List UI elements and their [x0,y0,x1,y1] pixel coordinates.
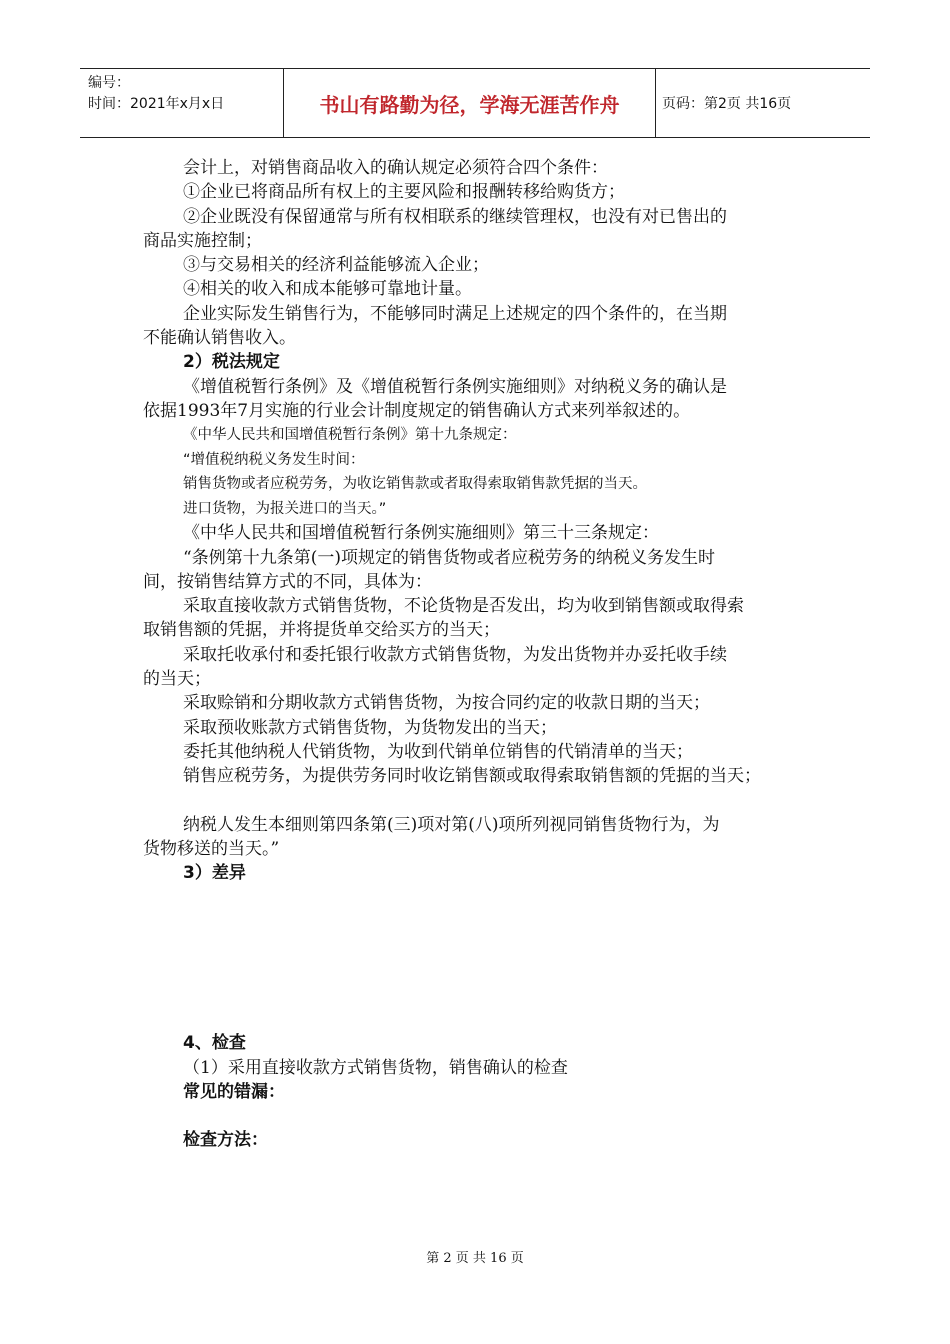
paragraph-line: 的当天； [143,669,211,690]
quote-line: 进口货物，为报关进口的当天。” [183,500,387,517]
paragraph-line: 商品实施控制； [143,230,262,251]
paragraph-line: 不能确认销售收入。 [143,328,296,349]
section-heading: 3）差异 [183,863,246,884]
blank-line [143,1104,813,1128]
paragraph-line: 纳税人发生本细则第四条第(三)项对第(八)项所列视同销售货物行为，为 [183,814,720,835]
subheading: 常见的错漏： [183,1082,285,1103]
paragraph-line: 间，按销售结算方式的不同，具体为： [143,571,432,592]
quote-line: “增值税纳税义务发生时间： [183,451,365,468]
paragraph-line: ④相关的收入和成本能够可靠地计量。 [183,279,472,300]
number-label: 编号： [88,75,130,91]
subheading: 检查方法： [183,1130,268,1151]
paragraph-line: 货物移送的当天。” [143,838,280,859]
paragraph-line: 会计上，对销售商品收入的确认规定必须符合四个条件： [183,158,608,178]
paragraph-line: 采取直接收款方式销售货物，不论货物是否发出，均为收到销售额或取得索 [183,596,744,617]
document-body [143,156,813,1153]
header-page-label: 页码：第2页 共16页 [662,96,792,112]
paragraph-line: 依据1993年7月实施的行业会计制度规定的销售确认方式来列举叙述的。 [143,400,691,421]
header-table [80,68,870,138]
paragraph-line: 采取赊销和分期收款方式销售货物，为按合同约定的收款日期的当天； [183,693,710,714]
header-meta [80,69,283,137]
paragraph-line: （1）采用直接收款方式销售货物，销售确认的检查 [183,1057,568,1078]
paragraph-line: 《增值税暂行条例》及《增值税暂行条例实施细则》对纳税义务的确认是 [183,376,727,397]
paragraph-line: 《中华人民共和国增值税暂行条例实施细则》第三十三条规定： [183,523,659,544]
paragraph-line: 销售应税劳务，为提供劳务同时收讫销售额或取得索取销售额的凭据的当天； [183,766,761,787]
time-label: 时间：2021年x月x日 [88,96,225,112]
paragraph-line: ②企业既没有保留通常与所有权相联系的继续管理权，也没有对已售出的 [183,206,727,227]
quote-line: 销售货物或者应税劳务，为收讫销售款或者取得索取销售款凭据的当天。 [183,476,647,493]
section-heading: 4、检查 [183,1033,246,1054]
blank-line [143,789,813,813]
paragraph-line: ③与交易相关的经济利益能够流入企业； [183,255,489,276]
paragraph-line: ①企业已将商品所有权上的主要风险和报酬转移给购货方； [183,182,625,203]
quote-line: 《中华人民共和国增值税暂行条例》第十九条规定： [183,427,517,444]
paragraph-line: 取销售额的凭据，并将提货单交给买方的当天； [143,620,500,641]
paragraph-line: “条例第十九条第(一)项规定的销售货物或者应税劳务的纳税义务发生时 [183,547,715,568]
blank-space [143,885,813,1031]
page-footer: 第 2 页 共 16 页 [426,1251,524,1266]
paragraph-line: 企业实际发生销售行为，不能够同时满足上述规定的四个条件的，在当期 [183,303,727,324]
header-motto: 书山有路勤为径，学海无涯苦作舟 [283,69,656,137]
section-heading: 2）税法规定 [183,352,280,373]
paragraph-line: 委托其他纳税人代销货物，为收到代销单位销售的代销清单的当天； [183,741,693,762]
paragraph-line: 采取托收承付和委托银行收款方式销售货物，为发出货物并办妥托收手续 [183,644,727,665]
paragraph-line: 采取预收账款方式销售货物，为货物发出的当天； [183,717,557,738]
